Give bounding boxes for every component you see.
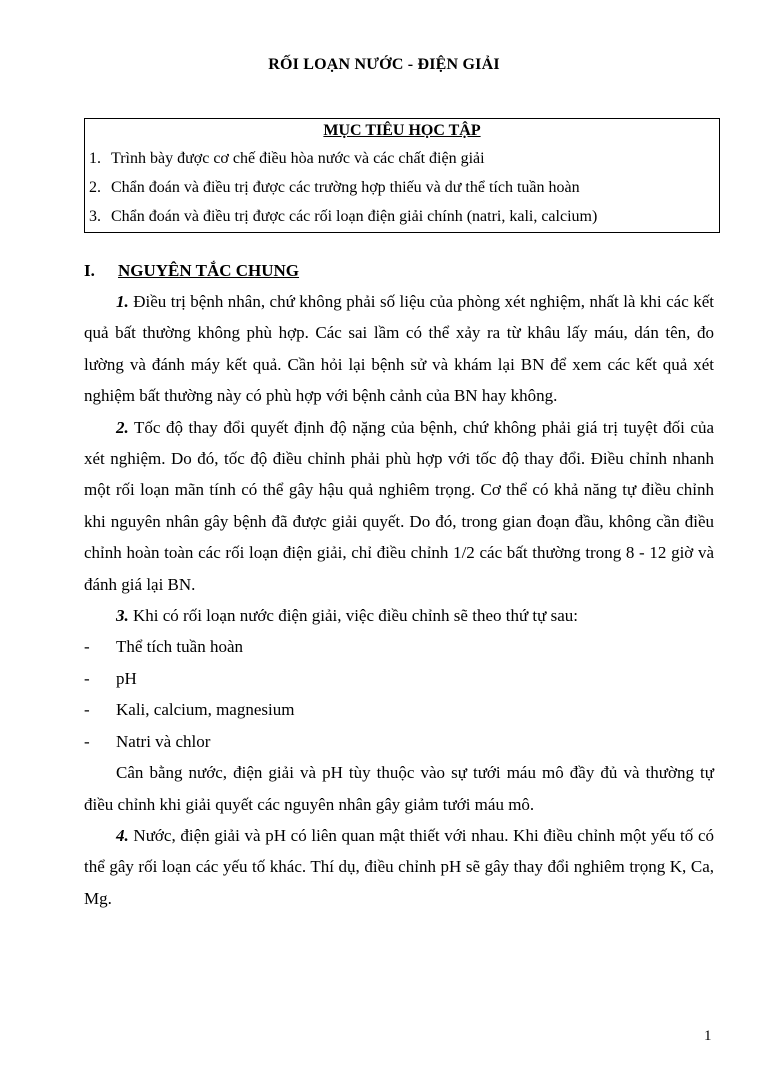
paragraph-number: 2. bbox=[116, 417, 129, 437]
paragraph-3-continued: Cân bằng nước, điện giải và pH tùy thuộc vào sự tưới máu mô đầy đủ và thường tự điều chỉnh khi giải quyết các nguyên nhân gây giảm tưới máu mô. bbox=[84, 763, 714, 814]
paragraph-text: Khi có rối loạn nước điện giải, việc điều chỉnh sẽ theo thứ tự sau: bbox=[128, 606, 578, 626]
list-item bbox=[84, 694, 714, 725]
main-content bbox=[84, 256, 714, 914]
bullet-dash: - bbox=[84, 731, 90, 751]
paragraph-number: 1. bbox=[116, 292, 129, 311]
section-roman-numeral: I. bbox=[84, 261, 95, 280]
paragraph-number: 3. bbox=[116, 606, 129, 626]
objective-item bbox=[85, 173, 719, 202]
list-item bbox=[84, 726, 714, 757]
page-number: 1 bbox=[704, 1028, 712, 1044]
paragraph-4 bbox=[84, 820, 714, 914]
bullet-dash: - bbox=[84, 700, 90, 720]
section-title: NGUYÊN TẮC CHUNG bbox=[118, 261, 300, 280]
paragraph-text: Nước, điện giải và pH có liên quan mật thiết với nhau. Khi điều chỉnh một yếu tố có thể gây rối loạn các yếu tố khác. Thí dụ, điều chỉnh pH sẽ gây thay đổi nghiêm trọng K, Ca, Mg. bbox=[84, 825, 714, 908]
paragraph-2 bbox=[84, 412, 714, 600]
list-item-text: pH bbox=[116, 668, 137, 688]
objective-number: 2. bbox=[89, 179, 101, 196]
objective-number: 3. bbox=[89, 208, 101, 225]
objective-item bbox=[85, 202, 719, 231]
paragraph-number: 4. bbox=[116, 825, 129, 845]
bullet-dash: - bbox=[84, 637, 90, 657]
section-heading bbox=[84, 256, 714, 286]
paragraph-1 bbox=[84, 286, 714, 412]
list-item bbox=[84, 663, 714, 694]
objective-text: Chẩn đoán và điều trị được các trường hợp thiếu và dư thể tích tuần hoàn bbox=[111, 179, 580, 196]
objectives-heading: MỤC TIÊU HỌC TẬP bbox=[323, 122, 481, 139]
objective-number: 1. bbox=[89, 150, 101, 167]
objective-item bbox=[85, 144, 719, 173]
paragraph-text: Tốc độ thay đổi quyết định độ nặng của bệnh, chứ không phải giá trị tuyệt đối của xét nghiệm. Do đó, tốc độ điều chỉnh phải phù hợp với tốc độ thay đổi. Điều chỉnh nhanh một rối loạn mãn tính có thể gây hậu quả nghiêm trọng. Cơ thể có khả năng tự điều chỉnh khi nguyên nhân gây bệnh đã được giải quyết. Do đó, trong gian đoạn đầu, không cần điều chỉnh hoàn toàn các rối loạn điện giải, chỉ điều chỉnh 1/2 các bất thường trong 8 - 12 giờ và đánh giá lại BN. bbox=[84, 417, 714, 594]
paragraph-text: Điều trị bệnh nhân, chứ không phải số liệu của phòng xét nghiệm, nhất là khi các kết quả bất thường không phù hợp. Các sai lầm có thể xảy ra từ khâu lấy máu, dán tên, đo lường và đánh máy kết quả. Cần hỏi lại bệnh sử và khám lại BN để xem các kết quả xét nghiệm bất thường này có phù hợp với bệnh cảnh của BN hay không. bbox=[84, 292, 714, 406]
list-item-text: Kali, calcium, magnesium bbox=[116, 700, 295, 720]
bullet-dash: - bbox=[84, 668, 90, 688]
objective-text: Chẩn đoán và điều trị được các rối loạn điện giải chính (natri, kali, calcium) bbox=[111, 208, 598, 225]
list-item bbox=[84, 631, 714, 662]
list-item-text: Natri và chlor bbox=[116, 731, 211, 751]
list-item-text: Thể tích tuần hoàn bbox=[116, 637, 243, 657]
document-title: RỐI LOẠN NƯỚC - ĐIỆN GIẢI bbox=[268, 56, 500, 73]
paragraph-3 bbox=[84, 600, 714, 631]
objective-text: Trình bày được cơ chế điều hòa nước và các chất điện giải bbox=[111, 150, 485, 167]
learning-objectives-box bbox=[84, 118, 720, 233]
